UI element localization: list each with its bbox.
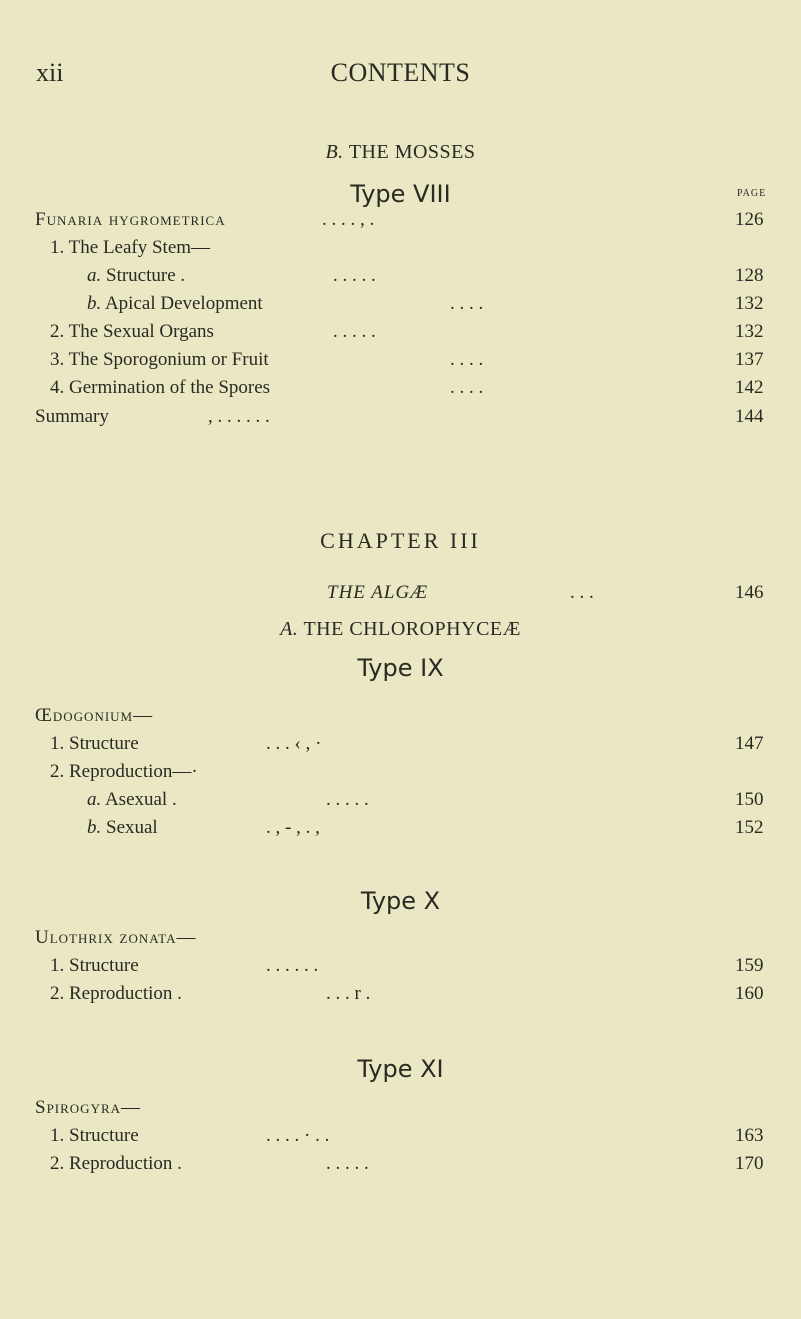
chapter-title: THE ALGÆ: [327, 582, 429, 603]
page-number: xii: [36, 58, 64, 87]
toc-leader-dots: . . . . .: [326, 789, 369, 810]
toc-page-number: 126: [735, 209, 764, 230]
toc-main-entry-spirogyra: [35, 1096, 141, 1120]
toc-entry-label: Œdogonium—: [35, 705, 154, 726]
toc-leader-dots: . . . .: [450, 293, 484, 314]
toc-entry-label: 2. The Sexual Organs: [50, 321, 214, 342]
toc-entry-label: Funaria hygrometrica: [35, 209, 226, 230]
toc-entry-label: Summary: [35, 406, 109, 427]
toc-page-number: 132: [735, 293, 764, 314]
toc-entry-label: b. Apical Development: [87, 293, 263, 314]
toc-leader-dots: . . . r .: [326, 983, 371, 1004]
toc-entry-label: 3. The Sporogonium or Fruit: [50, 349, 269, 370]
toc-leader-dots: . . . ‹ , ·: [266, 733, 322, 754]
toc-leader-dots: . . . . . .: [266, 955, 319, 976]
toc-leader-dots: . . . .: [450, 377, 484, 398]
toc-entry-label: Ulothrix zonata—: [35, 927, 197, 948]
toc-page-number: 132: [735, 321, 764, 342]
type-ix-heading: Type IX: [357, 654, 444, 682]
toc-page-number: 152: [735, 817, 764, 838]
toc-entry-label: 4. Germination of the Spores: [50, 377, 271, 398]
toc-entry-label: 2. Reproduction .: [50, 983, 182, 1004]
toc-entry-label: 1. Structure: [50, 733, 139, 754]
running-title: CONTENTS: [330, 58, 471, 87]
toc-page-number: 160: [735, 983, 764, 1004]
toc-page-number: 163: [735, 1125, 764, 1146]
type-viii-heading: Type VIII: [350, 180, 451, 208]
type-xi-heading: Type XI: [357, 1055, 444, 1083]
toc-entry-label: 1. Structure: [50, 1125, 139, 1146]
section-heading-mosses: B. THE MOSSES: [325, 141, 476, 163]
toc-page-number: 170: [735, 1153, 764, 1174]
toc-entry-label: 1. The Leafy Stem—: [50, 237, 211, 258]
toc-leader-dots: . . . . .: [333, 265, 376, 286]
toc-page-number: 128: [735, 265, 764, 286]
toc-leader-dots: . . . . , .: [322, 209, 375, 230]
toc-main-entry-ulothrix: [35, 926, 196, 950]
toc-leader-dots: . . . . .: [326, 1153, 369, 1174]
toc-leader-dots: . . . . · . .: [266, 1125, 330, 1146]
toc-page-number: 159: [735, 955, 764, 976]
toc-leader-dots: . , - , . ,: [266, 817, 320, 838]
toc-page-number: 147: [735, 733, 764, 754]
toc-entry-label: 1. Structure: [50, 955, 139, 976]
toc-entry-label: a. Asexual .: [87, 789, 177, 810]
toc-leader-dots: . . . . .: [333, 321, 376, 342]
toc-entry-label: 2. Reproduction .: [50, 1153, 182, 1174]
type-x-heading: Type X: [360, 887, 441, 915]
toc-leader-dots: , . . . . . .: [208, 406, 270, 427]
toc-page-number: 146: [735, 582, 764, 603]
toc-entry-label: b. Sexual: [87, 817, 158, 838]
toc-leader-dots: . . . .: [450, 349, 484, 370]
toc-entry-label: a. Structure .: [87, 265, 186, 286]
chapter-heading: CHAPTER III: [320, 528, 481, 553]
toc-page-number: 137: [735, 349, 764, 370]
toc-page-number: 144: [735, 406, 764, 427]
page-column-label: PAGE: [737, 188, 767, 199]
toc-main-entry-oedogonium: [35, 704, 153, 728]
toc-entry-label: Spirogyra—: [35, 1097, 142, 1118]
toc-entry-label: 2. Reproduction—·: [50, 761, 198, 782]
toc-page-number: 150: [735, 789, 764, 810]
section-heading-chlorophyceae: A. THE CHLOROPHYCEÆ: [280, 618, 521, 640]
toc-page-number: 142: [735, 377, 764, 398]
toc-leader-dots: . . .: [570, 582, 594, 603]
